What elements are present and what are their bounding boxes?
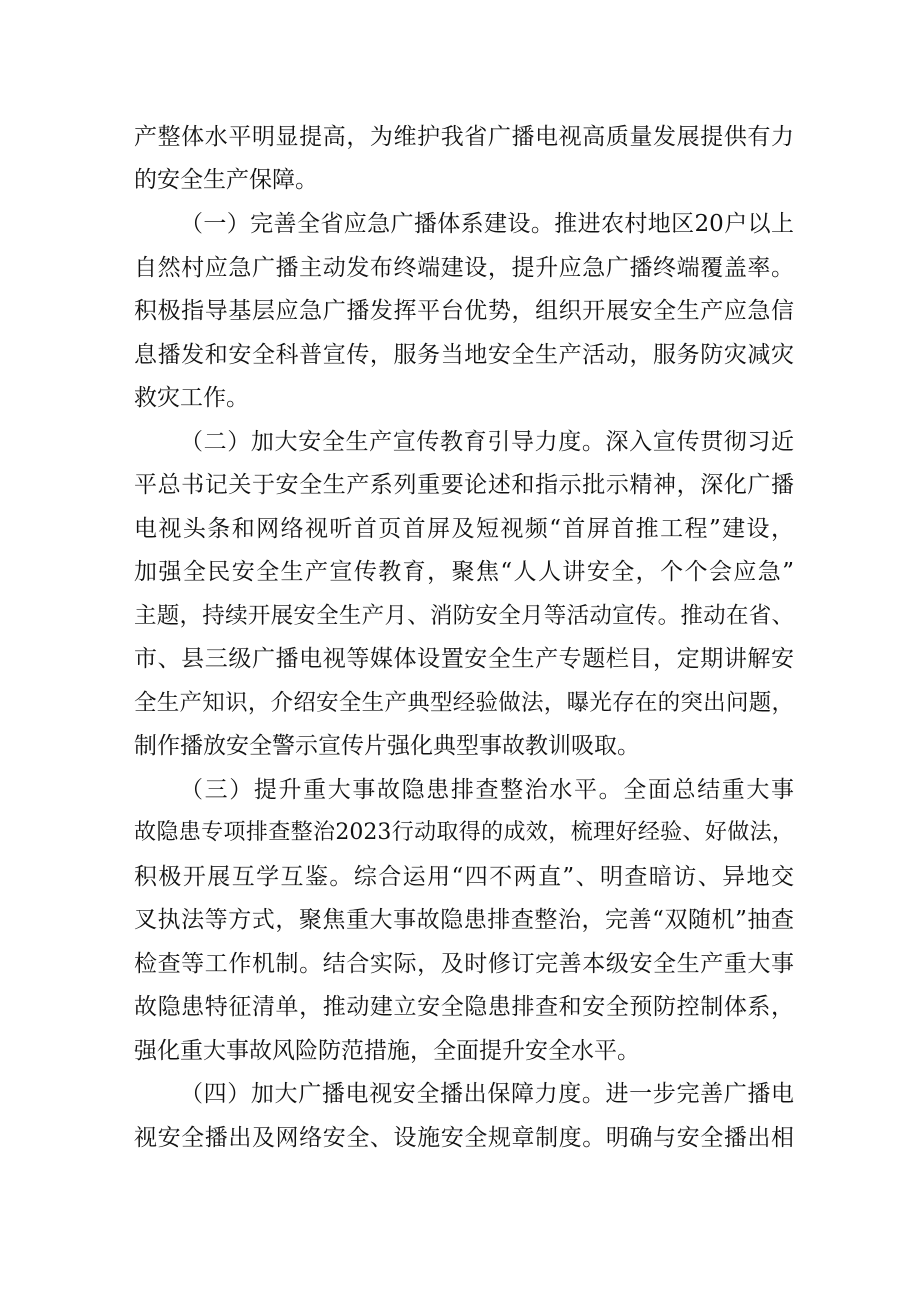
text-line: 平总书记关于安全生产系列重要论述和指示批示精神，深化广播 (134, 472, 794, 498)
text-line: 积极开展互学互鉴。综合运用“四不两直”、明查暗访、异地交 (134, 864, 794, 890)
text-line: 救灾工作。 (134, 385, 249, 411)
section-heading-line: （三）提升重大事故隐患排查整治水平。全面总结重大事 (180, 777, 794, 803)
text-line: 的安全生产保障。 (134, 167, 318, 193)
text-line: 故隐患专项排查整治2023行动取得的成效，梳理好经验、好做法， (134, 820, 794, 845)
section-heading-line: （一）完善全省应急广播体系建设。推进农村地区20户以上 (180, 211, 794, 237)
text-line: 视安全播出及网络安全、设施安全规章制度。明确与安全播出相 (134, 1125, 794, 1151)
text-line: 积极指导基层应急广播发挥平台优势，组织开展安全生产应急信 (134, 298, 794, 324)
text-line: 制作播放安全警示宣传片强化典型事故教训吸取。 (134, 733, 640, 759)
text-line: 自然村应急广播主动发布终端建设，提升应急广播终端覆盖率。 (134, 255, 794, 281)
text-line: 检查等工作机制。结合实际，及时修订完善本级安全生产重大事 (134, 951, 794, 977)
text-line: 强化重大事故风险防范措施，全面提升安全水平。 (134, 1038, 640, 1064)
text-line: 市、县三级广播电视等媒体设置安全生产专题栏目，定期讲解安 (134, 646, 794, 672)
text-line: 产整体水平明显提高，为维护我省广播电视高质量发展提供有力 (134, 124, 794, 150)
text-line: 叉执法等方式，聚焦重大事故隐患排查整治，完善“双随机”抽查 (134, 907, 794, 933)
text-line: 电视头条和网络视听首页首屏及短视频“首屏首推工程”建设， (134, 516, 794, 542)
text-line: 息播发和安全科普宣传，服务当地安全生产活动，服务防灾减灾 (134, 342, 794, 368)
text-line: 主题，持续开展安全生产月、消防安全月等活动宣传。推动在省、 (134, 603, 794, 629)
text-line: 加强全民安全生产宣传教育，聚焦“人人讲安全，个个会应急” (134, 559, 794, 585)
section-heading-line: （四）加大广播电视安全播出保障力度。进一步完善广播电 (180, 1081, 794, 1107)
text-line: 故隐患特征清单，推动建立安全隐患排查和安全预防控制体系， (134, 994, 794, 1020)
section-heading-line: （二）加大安全生产宣传教育引导力度。深入宣传贯彻习近 (180, 429, 794, 455)
text-line: 全生产知识，介绍安全生产典型经验做法，曝光存在的突出问题， (134, 690, 794, 716)
